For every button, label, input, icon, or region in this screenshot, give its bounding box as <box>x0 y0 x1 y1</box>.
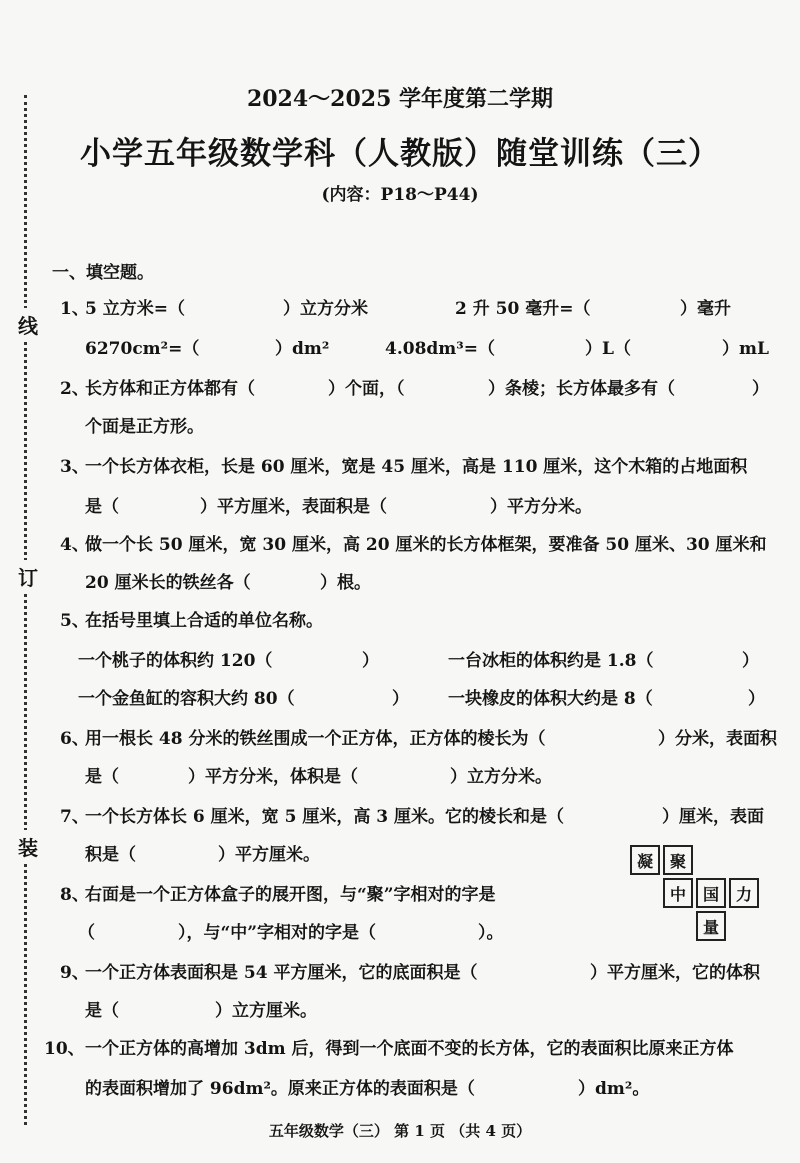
q1-item-d: 4.08dm³=（ <box>385 339 495 359</box>
q1-item-a: 5 立方米=（ <box>85 299 185 319</box>
q6-text-d: ）平方分米，体积是（ <box>188 767 358 787</box>
question-number: 4、 <box>60 535 89 555</box>
q1-item-d-end: ）mL <box>722 339 769 359</box>
net-cell-ning: 凝 <box>630 845 660 875</box>
q4-text-line1: 做一个长 50 厘米，宽 30 厘米，高 20 厘米的长方体框架，要准备 50 厘米、30 厘米和 <box>85 535 767 555</box>
margin-char-seal: 装 <box>18 830 38 863</box>
question-number: 8、 <box>60 885 89 905</box>
section-heading-fill-blank: 一、填空题。 <box>52 263 154 283</box>
q2-text-c: ）条棱；长方体最多有（ <box>488 379 675 399</box>
question-number: 6、 <box>60 729 89 749</box>
q5-item-b-end: ） <box>742 651 759 671</box>
q9-text-a: 一个正方体表面积是 54 平方厘米，它的底面积是（ <box>85 963 478 983</box>
q1-item-c: 6270cm²=（ <box>85 339 200 359</box>
q3-text-b: ）平方厘米，表面积是（ <box>200 497 387 517</box>
net-cell-liang: 量 <box>696 911 726 941</box>
page-title: 小学五年级数学科（人教版）随堂训练（三） <box>80 136 720 172</box>
q5-item-a-end: ） <box>362 651 379 671</box>
q1-item-b: 2 升 50 毫升=（ <box>455 299 591 319</box>
net-cell-zhong: 中 <box>663 878 693 908</box>
net-cell-guo: 国 <box>696 878 726 908</box>
q8-text-b: ），与“中”字相对的字是（ <box>178 923 377 943</box>
binding-margin-dotted-line <box>24 95 27 1125</box>
q3-text-line1: 一个长方体衣柜，长是 60 厘米，宽是 45 厘米，高是 110 厘米，这个木箱的占地面积 <box>85 457 748 477</box>
q7-text-c: 积是（ <box>85 845 136 865</box>
margin-char-bind: 订 <box>18 560 38 593</box>
q3-text-a: 是（ <box>85 497 119 517</box>
margin-char-line: 线 <box>18 308 38 341</box>
q5-item-d-end: ） <box>748 689 765 709</box>
q6-text-b: ）分米，表面积 <box>658 729 777 749</box>
q1-item-a-end: ）立方分米 <box>283 299 368 319</box>
q7-text-b: ）厘米，表面 <box>662 807 764 827</box>
q10-text-line1: 一个正方体的高增加 3dm 后，得到一个底面不变的长方体，它的表面积比原来正方体 <box>85 1039 734 1059</box>
net-cell-li: 力 <box>729 878 759 908</box>
q9-text-c: 是（ <box>85 1001 119 1021</box>
q4-text-a: 20 厘米长的铁丝各（ <box>85 573 251 593</box>
question-number: 1、 <box>60 299 89 319</box>
q3-text-c: ）平方分米。 <box>490 497 592 517</box>
q8-text-c: ）。 <box>478 923 504 943</box>
q10-text-a: 的表面积增加了 96dm²。原来正方体的表面积是（ <box>85 1079 475 1099</box>
q7-text-d: ）平方厘米。 <box>218 845 320 865</box>
q9-text-b: ）平方厘米，它的体积 <box>590 963 760 983</box>
q1-item-d-mid: ）L（ <box>585 339 631 359</box>
page-footer: 五年级数学（三） 第 1 页 （共 4 页） <box>268 1122 532 1140</box>
q4-text-b: ）根。 <box>320 573 371 593</box>
q2-text-a: 长方体和正方体都有（ <box>85 379 255 399</box>
q8-text-line1: 右面是一个正方体盒子的展开图，与“聚”字相对的字是 <box>85 885 496 905</box>
question-number: 9、 <box>60 963 89 983</box>
q6-text-c: 是（ <box>85 767 119 787</box>
q5-item-c: 一个金鱼缸的容积大约 80（ <box>78 689 295 709</box>
q5-item-c-end: ） <box>392 689 409 709</box>
q5-text-line1: 在括号里填上合适的单位名称。 <box>85 611 323 631</box>
q6-text-e: ）立方分米。 <box>450 767 552 787</box>
net-cell-ju: 聚 <box>663 845 693 875</box>
q9-text-d: ）立方厘米。 <box>215 1001 317 1021</box>
q2-text-d: ） <box>752 379 769 399</box>
content-range: (内容：P18～P44) <box>321 185 479 205</box>
q5-item-d: 一块橡皮的体积大约是 8（ <box>448 689 653 709</box>
q5-item-b: 一台冰柜的体积约是 1.8（ <box>448 651 654 671</box>
question-number: 2、 <box>60 379 89 399</box>
q8-text-a: （ <box>78 923 95 943</box>
q7-text-a: 一个长方体长 6 厘米，宽 5 厘米，高 3 厘米。它的棱长和是（ <box>85 807 564 827</box>
question-number: 5、 <box>60 611 89 631</box>
q1-item-b-end: ）毫升 <box>680 299 731 319</box>
q1-item-c-end: ）dm² <box>275 339 330 359</box>
q5-item-a: 一个桃子的体积约 120（ <box>78 651 273 671</box>
q6-text-a: 用一根长 48 分米的铁丝围成一个正方体，正方体的棱长为（ <box>85 729 546 749</box>
question-number: 10、 <box>44 1039 85 1059</box>
question-number: 3、 <box>60 457 89 477</box>
question-number: 7、 <box>60 807 89 827</box>
q2-text-b: ）个面，（ <box>328 379 405 399</box>
term-header: 2024～2025 学年度第二学期 <box>246 86 554 112</box>
q2-text-line2: 个面是正方形。 <box>85 417 204 437</box>
q10-text-b: ）dm²。 <box>578 1079 650 1099</box>
